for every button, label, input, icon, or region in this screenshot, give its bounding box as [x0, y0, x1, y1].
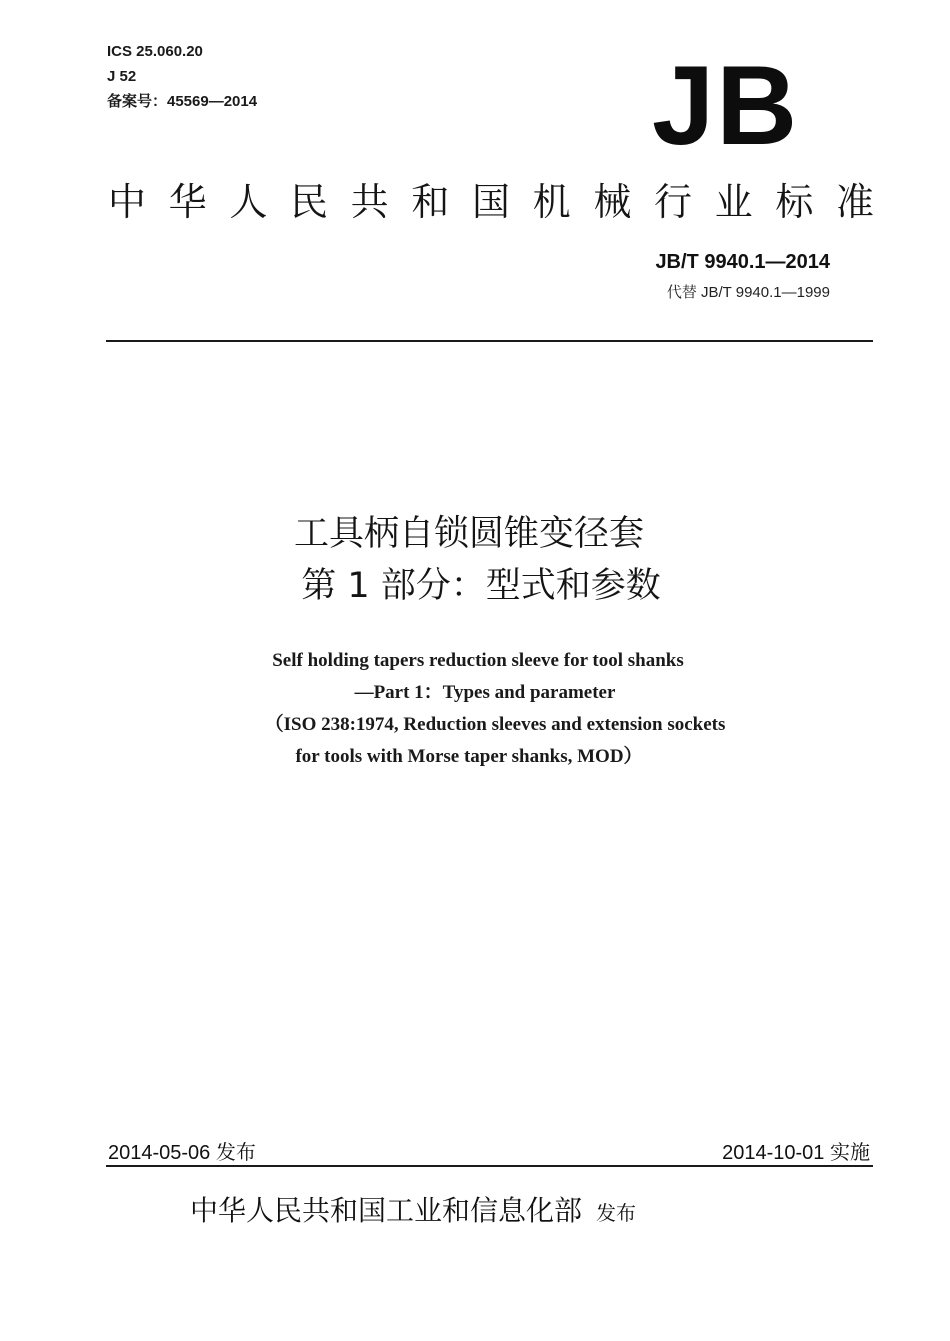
english-title-line-2: —Part 1：Types and parameter: [354, 682, 616, 703]
ics-code: ICS 25.060.20: [107, 43, 203, 60]
english-title-line-3: （ISO 238:1974, Reduction sleeves and extension sockets: [264, 714, 726, 735]
publication-date: 2014-05-06 发布: [108, 1142, 256, 1164]
issuer-name: 中华人民共和国工业和信息化部: [190, 1194, 583, 1227]
chinese-title-line-2: 第 1 部分：型式和参数: [301, 566, 661, 606]
standard-number: JB/T 9940.1—2014: [655, 251, 830, 273]
chinese-title-line-1: 工具柄自锁圆锥变径套: [293, 514, 644, 554]
standard-type-heading: 中 华 人 民 共 和 国 机 械 行 业 标 准: [108, 180, 874, 224]
implementation-date: 2014-10-01 实施: [722, 1142, 870, 1164]
jb-logo: JB: [652, 43, 800, 168]
english-title-line-4: for tools with Morse taper shanks, MOD）: [295, 746, 643, 767]
english-title-line-1: Self holding tapers reduction sleeve for tool shanks: [272, 650, 684, 671]
issuing-authority: [190, 1192, 636, 1232]
issuer-suffix: 发布: [596, 1201, 637, 1225]
bottom-divider: [106, 1165, 873, 1167]
replaced-standard: 代替 JB/T 9940.1—1999: [666, 284, 830, 301]
top-divider: [106, 340, 873, 342]
record-number: 备案号：45569—2014: [107, 93, 258, 110]
classification-code: J 52: [107, 68, 137, 85]
